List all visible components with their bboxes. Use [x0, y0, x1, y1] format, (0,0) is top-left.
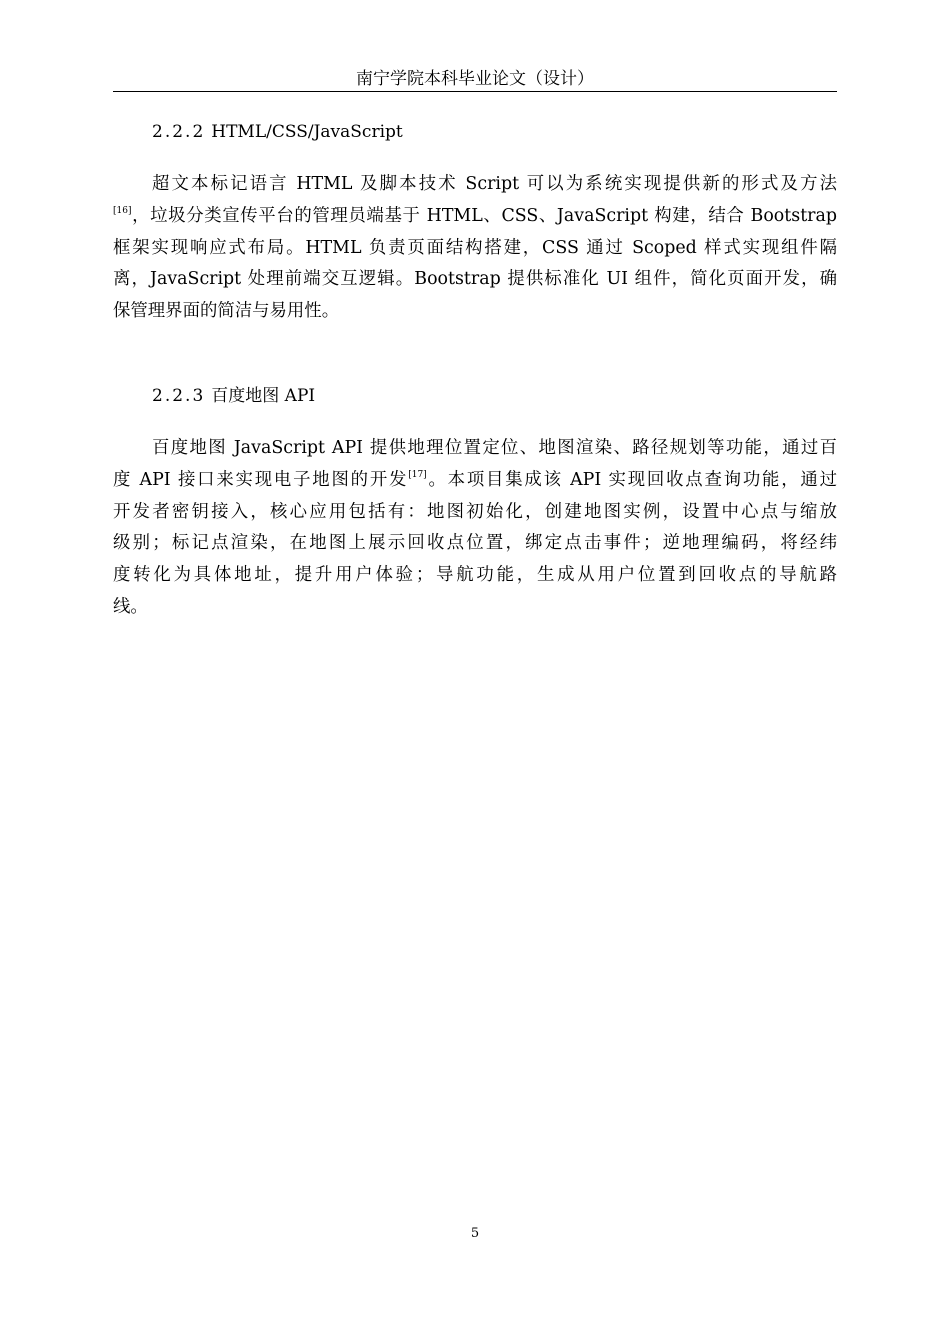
section-heading-2-2-2 — [152, 121, 403, 143]
citation-ref: [16] — [113, 205, 132, 216]
paragraph-baidu-map-api — [113, 433, 837, 624]
page-header: 南宁学院本科毕业论文（设计） — [356, 69, 594, 89]
text-line: 级别；标记点渲染，在地图上展示回收点位置，绑定点击事件；逆地理编码，将经纬 — [113, 533, 837, 554]
citation-ref: [17] — [408, 469, 427, 480]
text-line: 保管理界面的简洁与易用性。 — [113, 301, 340, 322]
text-line: [16]，垃圾分类宣传平台的管理员端基于 HTML、CSS、JavaScript 构建，结合 Bootstrap — [113, 205, 837, 226]
page-number: 5 — [470, 1226, 480, 1241]
section-title: 百度地图 API — [211, 386, 316, 406]
header-divider — [113, 91, 837, 92]
section-heading-2-2-3 — [152, 385, 315, 407]
text-line: 度 API 接口来实现电子地图的开发[17]。本项目集成该 API 实现回收点查询功能，通过 — [113, 469, 837, 490]
text-line: 框架实现响应式布局。HTML 负责页面结构搭建，CSS 通过 Scoped 样式实现组件隔 — [113, 237, 837, 258]
text-line: 超文本标记语言 HTML 及脚本技术 Script 可以为系统实现提供新的形式及方法 — [152, 174, 837, 194]
section-title: HTML/CSS/JavaScript — [211, 122, 403, 142]
section-number: 2.2.3 — [152, 386, 206, 406]
text-line: 度转化为具体地址，提升用户体验；导航功能，生成从用户位置到回收点的导航路 — [113, 565, 837, 586]
text-line: 离，JavaScript 处理前端交互逻辑。Bootstrap 提供标准化 UI 组件，简化页面开发，确 — [113, 269, 837, 290]
text-line: 开发者密钥接入，核心应用包括有：地图初始化，创建地图实例，设置中心点与缩放 — [113, 501, 837, 522]
text-line: 线。 — [113, 596, 148, 617]
paragraph-html-css-js — [113, 169, 837, 328]
text-line: 百度地图 JavaScript API 提供地理位置定位、地图渲染、路径规划等功能，通过百 — [152, 438, 837, 458]
section-number: 2.2.2 — [152, 122, 206, 142]
